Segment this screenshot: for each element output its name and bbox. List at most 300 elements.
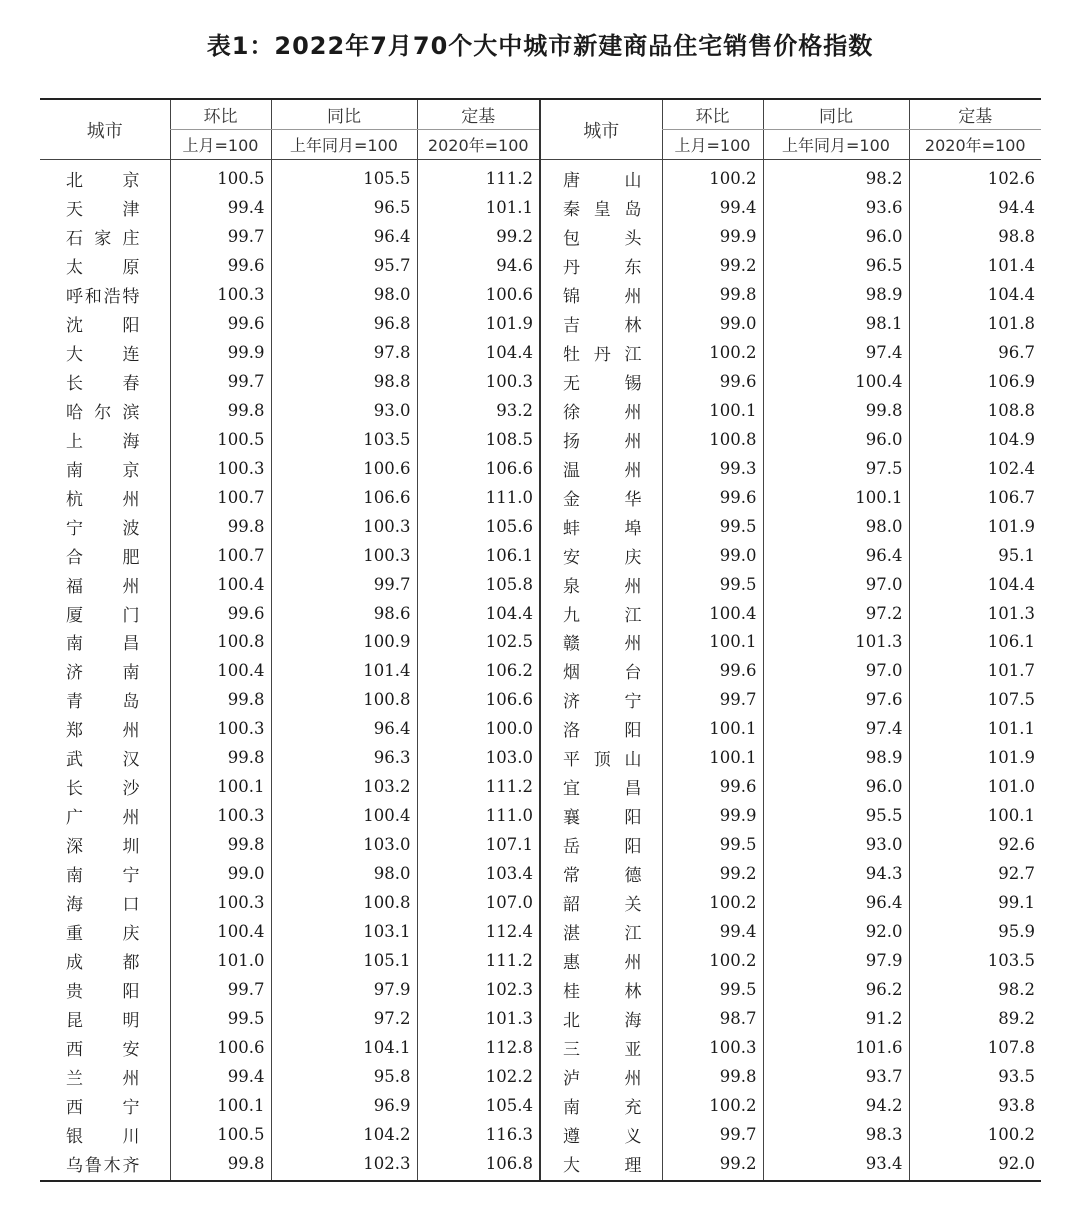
fixed-base-value: 105.4 [417,1091,540,1120]
mom-value: 99.8 [170,512,271,541]
city-name: 温州 [540,454,662,483]
fixed-base-value: 104.4 [909,570,1041,599]
table-row [40,1091,1041,1120]
mom-value: 99.0 [170,859,271,888]
fixed-base-value: 101.1 [417,193,540,222]
mom-value: 99.4 [170,1062,271,1091]
yoy-value: 93.0 [763,830,909,859]
city-name: 金华 [540,483,662,512]
fixed-base-value: 93.5 [909,1062,1041,1091]
table-row [40,396,1041,425]
fixed-base-value: 102.2 [417,1062,540,1091]
yoy-value: 96.9 [271,1091,417,1120]
fixed-base-value: 111.2 [417,946,540,975]
table-title: 表1：2022年7月70个大中城市新建商品住宅销售价格指数 [206,32,874,60]
table-row [40,483,1041,512]
mom-value: 99.9 [662,801,763,830]
mom-value: 100.8 [662,425,763,454]
yoy-value: 93.7 [763,1062,909,1091]
table-row [40,280,1041,309]
fixed-base-value: 102.6 [909,160,1041,193]
header-mom-base-left: 上月=100 [170,130,271,160]
table-row [40,772,1041,801]
table-row [40,830,1041,859]
mom-value: 100.2 [662,338,763,367]
yoy-value: 92.0 [763,917,909,946]
yoy-value: 96.0 [763,772,909,801]
header-mom-base-right: 上月=100 [662,130,763,160]
city-name: 合肥 [66,547,140,568]
table-row [40,541,1041,570]
city-name: 福州 [66,576,140,597]
city-name: 常德 [540,859,662,888]
fixed-base-value: 93.8 [909,1091,1041,1120]
fixed-base-value: 103.5 [909,946,1041,975]
table-row [40,685,1041,714]
city-name: 成都 [66,953,140,974]
yoy-value: 94.2 [763,1091,909,1120]
city-name: 青岛 [66,692,140,713]
city-name: 扬州 [540,425,662,454]
fixed-base-value: 108.5 [417,425,540,454]
mom-value: 99.6 [170,251,271,280]
mom-value: 100.1 [662,743,763,772]
yoy-value: 95.8 [271,1062,417,1091]
header-mom-right: 环比 [662,99,763,130]
mom-value: 99.5 [662,830,763,859]
city-name: 泉州 [540,570,662,599]
table-header [40,99,1041,160]
city-name: 昆明 [66,1011,140,1032]
table-row [40,801,1041,830]
city-name: 太原 [66,257,140,278]
table-row [40,251,1041,280]
yoy-value: 98.1 [763,309,909,338]
fixed-base-value: 103.4 [417,859,540,888]
yoy-value: 93.0 [271,396,417,425]
mom-value: 99.7 [170,367,271,396]
city-name: 惠州 [540,946,662,975]
city-name: 上海 [66,431,140,452]
city-name: 蚌埠 [540,512,662,541]
yoy-value: 98.0 [271,280,417,309]
header-fixed-base-right: 2020年=100 [909,130,1041,160]
mom-value: 100.7 [170,483,271,512]
mom-value: 99.6 [662,367,763,396]
yoy-value: 96.4 [763,541,909,570]
table-body [40,160,1041,1181]
fixed-base-value: 111.2 [417,772,540,801]
fixed-base-value: 99.1 [909,888,1041,917]
yoy-value: 91.2 [763,1004,909,1033]
city-name: 赣州 [540,628,662,657]
fixed-base-value: 100.2 [909,1120,1041,1149]
mom-value: 101.0 [170,946,271,975]
fixed-base-value: 98.2 [909,975,1041,1004]
fixed-base-value: 101.0 [909,772,1041,801]
yoy-value: 98.2 [763,160,909,193]
mom-value: 99.5 [170,1004,271,1033]
yoy-value: 97.2 [271,1004,417,1033]
table-row [40,367,1041,396]
mom-value: 99.4 [662,193,763,222]
header-yoy-left: 同比 [271,99,417,130]
mom-value: 99.6 [170,599,271,628]
city-name: 锦州 [540,280,662,309]
yoy-value: 96.2 [763,975,909,1004]
table-row [40,222,1041,251]
fixed-base-value: 106.6 [417,454,540,483]
mom-value: 99.8 [170,743,271,772]
header-city-left: 城市 [40,99,170,160]
yoy-value: 98.8 [271,367,417,396]
fixed-base-value: 101.3 [909,599,1041,628]
fixed-base-value: 107.0 [417,888,540,917]
yoy-value: 105.5 [271,160,417,193]
city-name: 韶关 [540,888,662,917]
mom-value: 100.4 [170,570,271,599]
mom-value: 100.2 [662,1091,763,1120]
yoy-value: 97.2 [763,599,909,628]
table-row [40,975,1041,1004]
city-name: 包头 [540,222,662,251]
yoy-value: 101.4 [271,656,417,685]
city-name: 厦门 [66,605,140,626]
table-row [40,888,1041,917]
fixed-base-value: 92.6 [909,830,1041,859]
mom-value: 100.1 [170,772,271,801]
fixed-base-value: 101.9 [909,512,1041,541]
mom-value: 99.9 [170,338,271,367]
fixed-base-value: 102.3 [417,975,540,1004]
city-name: 深圳 [66,837,140,858]
fixed-base-value: 111.0 [417,483,540,512]
mom-value: 99.6 [662,772,763,801]
city-name: 九江 [540,599,662,628]
header-fixed-left: 定基 [417,99,540,130]
yoy-value: 97.6 [763,685,909,714]
city-name: 烟台 [540,656,662,685]
city-name: 吉林 [540,309,662,338]
header-yoy-base-right: 上年同月=100 [763,130,909,160]
city-name: 济南 [66,663,140,684]
mom-value: 100.5 [170,1120,271,1149]
city-name: 北京 [66,170,140,191]
yoy-value: 97.4 [763,338,909,367]
fixed-base-value: 112.8 [417,1033,540,1062]
yoy-value: 98.6 [271,599,417,628]
yoy-value: 104.1 [271,1033,417,1062]
mom-value: 100.4 [170,656,271,685]
mom-value: 100.3 [170,280,271,309]
city-name: 三亚 [540,1033,662,1062]
table-row [40,512,1041,541]
fixed-base-value: 95.9 [909,917,1041,946]
yoy-value: 106.6 [271,483,417,512]
city-name: 天津 [66,199,140,220]
city-name: 西安 [66,1040,140,1061]
mom-value: 100.7 [170,541,271,570]
city-name: 贵阳 [66,982,140,1003]
table-row [40,946,1041,975]
table-row [40,599,1041,628]
mom-value: 100.2 [662,946,763,975]
yoy-value: 98.0 [763,512,909,541]
table-row [40,338,1041,367]
fixed-base-value: 92.7 [909,859,1041,888]
mom-value: 99.2 [662,251,763,280]
mom-value: 99.6 [662,483,763,512]
fixed-base-value: 100.6 [417,280,540,309]
city-name: 银川 [66,1126,140,1147]
fixed-base-value: 106.2 [417,656,540,685]
yoy-value: 96.4 [271,714,417,743]
city-name: 唐山 [540,160,662,193]
fixed-base-value: 100.3 [417,367,540,396]
city-name: 徐州 [540,396,662,425]
table-row [40,1120,1041,1149]
city-name: 海口 [66,895,140,916]
mom-value: 99.7 [170,975,271,1004]
mom-value: 100.1 [662,714,763,743]
mom-value: 99.5 [662,512,763,541]
yoy-value: 96.0 [763,425,909,454]
yoy-value: 96.5 [763,251,909,280]
fixed-base-value: 89.2 [909,1004,1041,1033]
fixed-base-value: 106.9 [909,367,1041,396]
yoy-value: 100.8 [271,888,417,917]
mom-value: 100.8 [170,628,271,657]
city-name: 西宁 [66,1097,140,1118]
city-name: 桂林 [540,975,662,1004]
yoy-value: 97.5 [763,454,909,483]
mom-value: 99.7 [662,685,763,714]
fixed-base-value: 102.4 [909,454,1041,483]
fixed-base-value: 104.4 [909,280,1041,309]
table-row [40,1004,1041,1033]
header-fixed-base-left: 2020年=100 [417,130,540,160]
mom-value: 99.8 [662,1062,763,1091]
mom-value: 100.4 [662,599,763,628]
fixed-base-value: 108.8 [909,396,1041,425]
yoy-value: 100.3 [271,541,417,570]
yoy-value: 102.3 [271,1149,417,1181]
city-name: 洛阳 [540,714,662,743]
yoy-value: 104.2 [271,1120,417,1149]
mom-value: 100.1 [662,628,763,657]
yoy-value: 100.4 [763,367,909,396]
mom-value: 99.0 [662,309,763,338]
city-name: 宜昌 [540,772,662,801]
yoy-value: 100.9 [271,628,417,657]
mom-value: 100.3 [170,801,271,830]
city-name: 大连 [66,344,140,365]
yoy-value: 98.3 [763,1120,909,1149]
header-mom-left: 环比 [170,99,271,130]
mom-value: 100.3 [170,888,271,917]
fixed-base-value: 112.4 [417,917,540,946]
city-name: 长春 [66,373,140,394]
fixed-base-value: 100.0 [417,714,540,743]
city-name: 兰州 [66,1069,140,1090]
yoy-value: 97.0 [763,656,909,685]
city-name: 牡丹江 [540,338,662,367]
yoy-value: 100.1 [763,483,909,512]
fixed-base-value: 95.1 [909,541,1041,570]
fixed-base-value: 101.9 [417,309,540,338]
table-row [40,570,1041,599]
fixed-base-value: 99.2 [417,222,540,251]
mom-value: 99.4 [170,193,271,222]
mom-value: 100.3 [170,714,271,743]
mom-value: 99.8 [662,280,763,309]
fixed-base-value: 101.9 [909,743,1041,772]
fixed-base-value: 106.6 [417,685,540,714]
mom-value: 100.2 [662,160,763,193]
table-row [40,1149,1041,1181]
mom-value: 100.4 [170,917,271,946]
city-name: 长沙 [66,779,140,800]
table-row [40,160,1041,193]
yoy-value: 103.5 [271,425,417,454]
yoy-value: 100.4 [271,801,417,830]
fixed-base-value: 101.8 [909,309,1041,338]
yoy-value: 96.3 [271,743,417,772]
mom-value: 98.7 [662,1004,763,1033]
table-row [40,628,1041,657]
city-name: 无锡 [540,367,662,396]
mom-value: 99.9 [662,222,763,251]
city-name: 南昌 [66,634,140,655]
mom-value: 100.5 [170,160,271,193]
yoy-value: 103.1 [271,917,417,946]
mom-value: 99.8 [170,830,271,859]
fixed-base-value: 103.0 [417,743,540,772]
mom-value: 99.4 [662,917,763,946]
yoy-value: 98.9 [763,743,909,772]
mom-value: 99.8 [170,396,271,425]
fixed-base-value: 101.7 [909,656,1041,685]
fixed-base-value: 104.4 [417,338,540,367]
city-name: 大理 [540,1149,662,1181]
table-row [40,193,1041,222]
fixed-base-value: 101.1 [909,714,1041,743]
yoy-value: 99.7 [271,570,417,599]
fixed-base-value: 94.4 [909,193,1041,222]
table-row [40,859,1041,888]
city-name: 沈阳 [66,315,140,336]
fixed-base-value: 100.1 [909,801,1041,830]
city-name: 南充 [540,1091,662,1120]
table-row [40,714,1041,743]
city-name: 遵义 [540,1120,662,1149]
city-name: 乌鲁木齐 [40,1149,170,1181]
fixed-base-value: 105.6 [417,512,540,541]
yoy-value: 99.8 [763,396,909,425]
city-name: 岳阳 [540,830,662,859]
yoy-value: 97.9 [763,946,909,975]
mom-value: 100.6 [170,1033,271,1062]
yoy-value: 100.3 [271,512,417,541]
city-name: 南京 [66,460,140,481]
fixed-base-value: 94.6 [417,251,540,280]
fixed-base-value: 101.3 [417,1004,540,1033]
table-row [40,1062,1041,1091]
fixed-base-value: 98.8 [909,222,1041,251]
fixed-base-value: 106.7 [909,483,1041,512]
mom-value: 100.3 [170,454,271,483]
yoy-value: 105.1 [271,946,417,975]
mom-value: 99.5 [662,570,763,599]
mom-value: 99.5 [662,975,763,1004]
city-name: 泸州 [540,1062,662,1091]
fixed-base-value: 93.2 [417,396,540,425]
city-name: 石家庄 [66,228,140,249]
fixed-base-value: 101.4 [909,251,1041,280]
yoy-value: 96.5 [271,193,417,222]
fixed-base-value: 96.7 [909,338,1041,367]
table-row [40,454,1041,483]
yoy-value: 98.0 [271,859,417,888]
mom-value: 100.1 [662,396,763,425]
mom-value: 100.5 [170,425,271,454]
table-row [40,309,1041,338]
table-row [40,1033,1041,1062]
table-row [40,425,1041,454]
yoy-value: 97.4 [763,714,909,743]
mom-value: 99.2 [662,859,763,888]
table-row [40,656,1041,685]
city-name: 广州 [66,808,140,829]
yoy-value: 101.3 [763,628,909,657]
mom-value: 100.2 [662,888,763,917]
mom-value: 99.3 [662,454,763,483]
city-name: 湛江 [540,917,662,946]
fixed-base-value: 104.9 [909,425,1041,454]
table-row [40,743,1041,772]
fixed-base-value: 116.3 [417,1120,540,1149]
header-fixed-right: 定基 [909,99,1041,130]
city-name: 武汉 [66,750,140,771]
fixed-base-value: 107.1 [417,830,540,859]
city-name: 哈尔滨 [66,402,140,423]
city-name: 重庆 [66,924,140,945]
city-name: 杭州 [66,489,140,510]
fixed-base-value: 111.0 [417,801,540,830]
yoy-value: 101.6 [763,1033,909,1062]
yoy-value: 93.6 [763,193,909,222]
yoy-value: 93.4 [763,1149,909,1181]
city-name: 呼和浩特 [66,286,140,307]
city-name: 秦皇岛 [540,193,662,222]
city-name: 南宁 [66,866,140,887]
header-yoy-right: 同比 [763,99,909,130]
yoy-value: 96.8 [271,309,417,338]
table-row [40,917,1041,946]
yoy-value: 100.8 [271,685,417,714]
yoy-value: 98.9 [763,280,909,309]
yoy-value: 97.9 [271,975,417,1004]
yoy-value: 100.6 [271,454,417,483]
yoy-value: 97.8 [271,338,417,367]
mom-value: 100.1 [170,1091,271,1120]
city-name: 郑州 [66,721,140,742]
city-name: 北海 [540,1004,662,1033]
mom-value: 99.6 [170,309,271,338]
fixed-base-value: 106.1 [417,541,540,570]
fixed-base-value: 92.0 [909,1149,1041,1181]
yoy-value: 94.3 [763,859,909,888]
